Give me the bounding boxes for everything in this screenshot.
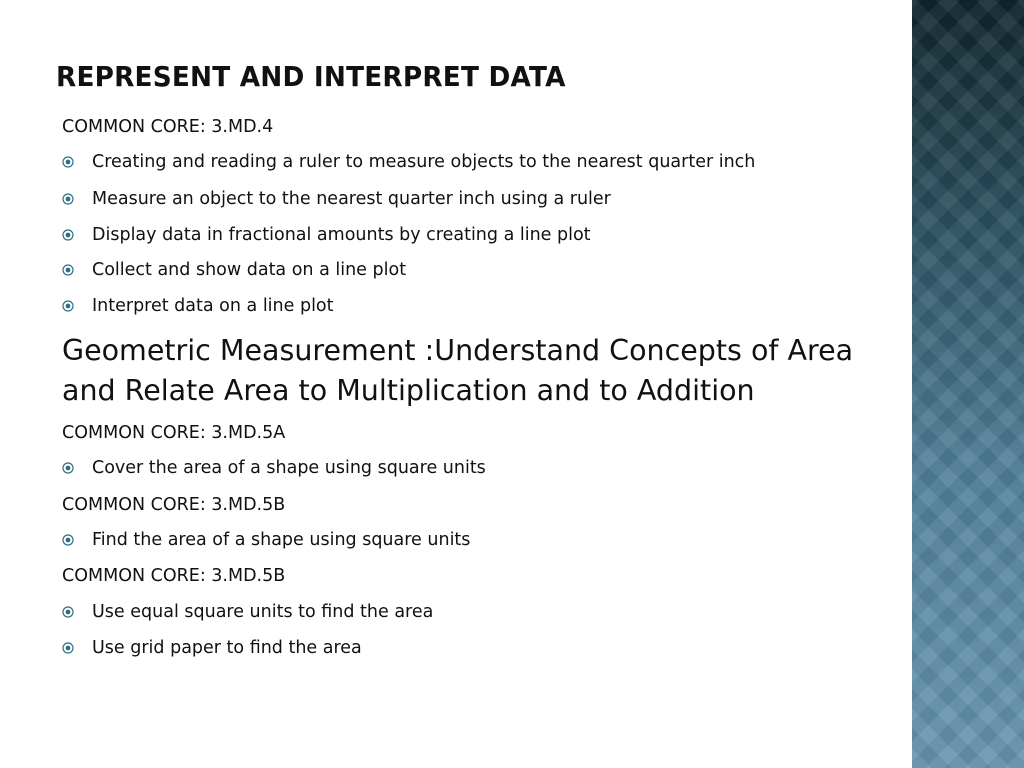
standard-code-3md5b: COMMON CORE: 3.MD.5B: [62, 495, 286, 515]
list-item-text: Find the area of a shape using square units: [92, 530, 471, 550]
circle-dot-bullet-icon: [62, 300, 74, 312]
list-item: [62, 295, 334, 317]
standard-code-3md4: COMMON CORE: 3.MD.4: [62, 117, 274, 137]
list-item: [62, 601, 433, 623]
list-item: [62, 259, 406, 281]
list-item: [62, 529, 470, 551]
section-heading-line-1: Geometric Measurement :Understand Concepts of Area: [62, 334, 854, 367]
decorative-side-panel: [912, 0, 1024, 768]
circle-dot-bullet-icon: [62, 156, 74, 168]
circle-dot-bullet-icon: [62, 264, 74, 276]
list-item-text: Creating and reading a ruler to measure objects to the nearest quarter inch: [92, 152, 756, 172]
list-item: [62, 457, 486, 479]
circle-dot-bullet-icon: [62, 462, 74, 474]
standard-code-3md5b-second: COMMON CORE: 3.MD.5B: [62, 566, 286, 586]
circle-dot-bullet-icon: [62, 193, 74, 205]
list-item: [62, 637, 362, 659]
list-item: [62, 224, 591, 246]
list-item-text: Cover the area of a shape using square units: [92, 458, 486, 478]
list-item-text: Use equal square units to find the area: [92, 602, 434, 622]
circle-dot-bullet-icon: [62, 534, 74, 546]
circle-dot-bullet-icon: [62, 642, 74, 654]
section-heading-line-2: and Relate Area to Multiplication and to Addition: [62, 374, 755, 407]
list-item-text: Display data in fractional amounts by creating a line plot: [92, 225, 591, 245]
standard-code-3md5a: COMMON CORE: 3.MD.5A: [62, 423, 286, 443]
list-item-text: Collect and show data on a line plot: [92, 260, 407, 280]
list-item-text: Use grid paper to find the area: [92, 638, 362, 658]
list-item-text: Interpret data on a line plot: [92, 296, 334, 316]
list-item: [62, 188, 611, 210]
circle-dot-bullet-icon: [62, 606, 74, 618]
list-item: [62, 151, 755, 173]
list-item-text: Measure an object to the nearest quarter inch using a ruler: [92, 189, 611, 209]
circle-dot-bullet-icon: [62, 229, 74, 241]
slide-title: REPRESENT AND INTERPRET DATA: [56, 60, 566, 93]
